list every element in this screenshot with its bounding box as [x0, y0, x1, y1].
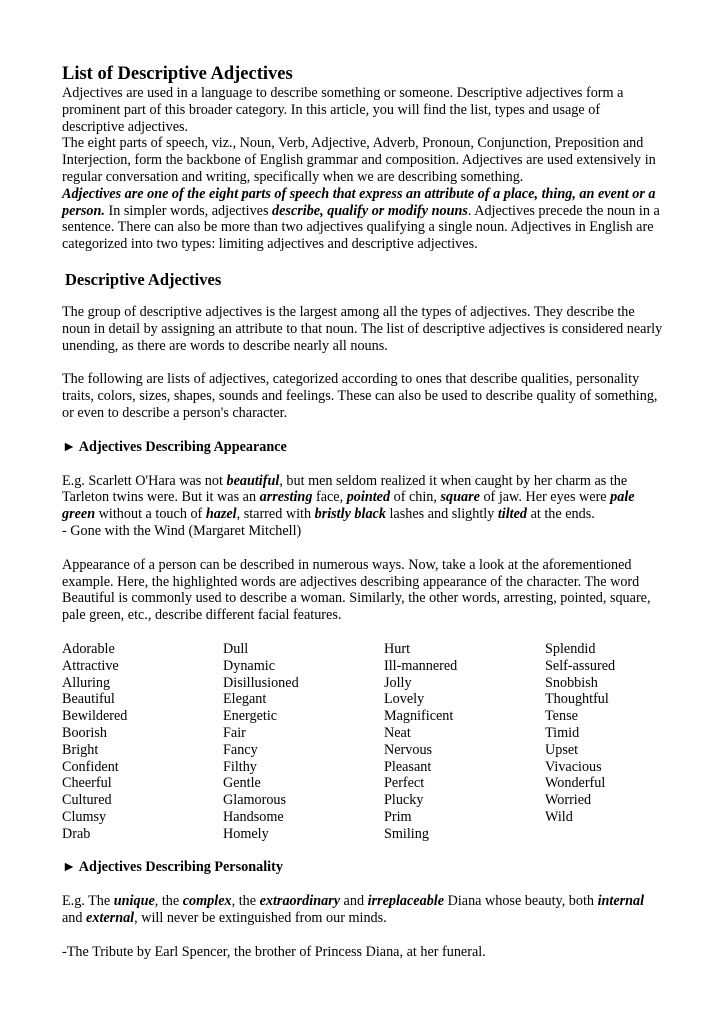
intro-text: In simpler words, adjectives [104, 202, 273, 219]
definition-emphasis: Adjectives are one of the eight parts of speech that express an attribute of a place, thing, an event or a person. [62, 185, 656, 219]
highlighted-adjective: tilted [497, 506, 528, 523]
highlighted-adjective: pointed [346, 489, 391, 506]
adjective-word: Jolly [384, 674, 412, 691]
adjective-word: Worried [545, 792, 592, 809]
highlighted-adjective: hazel [205, 506, 237, 523]
appearance-heading: ► Adjectives Describing Appearance [62, 438, 287, 455]
adjective-word: Elegant [223, 691, 267, 708]
adjective-word: Vivacious [545, 758, 602, 775]
adjective-word: Gentle [223, 775, 261, 792]
section-heading: Descriptive Adjectives [65, 269, 222, 289]
adjective-word: Neat [384, 724, 411, 741]
adjective-word: Wild [545, 808, 573, 825]
adjective-word: Thoughtful [545, 691, 609, 708]
appearance-example [62, 473, 663, 523]
section-paragraph-1: The group of descriptive adjectives is the largest among all the types of adjectives. They describe the noun in detail by assigning an attribute to that noun. The list of descriptive adjectives is considered nearly unending, as there are words to describe nearly all nouns. [62, 303, 663, 354]
adjective-word: Alluring [62, 674, 111, 691]
highlighted-adjective: bristly black [314, 506, 386, 523]
highlighted-adjective: extraordinary [259, 893, 340, 910]
example-text: E.g. Scarlett O'Hara was not [62, 472, 227, 489]
adjective-word: Smiling [384, 825, 429, 842]
page-title: List of Descriptive Adjectives [62, 64, 293, 84]
highlighted-adjective: unique [113, 893, 155, 910]
example-text: , starred with [236, 506, 315, 523]
adjective-word: Cultured [62, 792, 112, 809]
adjective-word: Boorish [62, 724, 107, 741]
appearance-explanation: Appearance of a person can be described in numerous ways. Now, take a look at the aforementioned example. Here, the highlighted words are adjectives describing appearance of the character. The word Beautiful is commonly used to describe a woman. Similarly, the other words, arresting, pointed, square, pale green, etc., describe different facial features. [62, 556, 651, 624]
highlighted-adjective: arresting [259, 489, 313, 506]
definition-emphasis-2: describe, qualify or modify nouns [272, 202, 468, 219]
adjective-word: Attractive [62, 657, 119, 674]
example-text: Diana whose beauty, both [444, 893, 598, 910]
word-column-4 [545, 641, 665, 843]
adjective-word: Beautiful [62, 691, 115, 708]
adjective-word: Timid [545, 724, 580, 741]
adjective-word: Cheerful [62, 775, 112, 792]
highlighted-adjective: internal [597, 893, 645, 910]
adjective-word: Upset [545, 741, 579, 758]
example-text: and [340, 893, 368, 910]
adjective-word: Tense [545, 708, 578, 725]
section-paragraph-2: The following are lists of adjectives, categorized according to ones that describe qualities, personality traits, colors, sizes, shapes, sounds and feelings. These can also be used to describe quality of something, or even to describe a person's character. [62, 371, 658, 421]
example-text: , the [154, 893, 183, 910]
adjective-word: Lovely [384, 691, 425, 708]
personality-source: -The Tribute by Earl Spencer, the brother of Princess Diana, at her funeral. [62, 943, 486, 960]
adjective-word: Pleasant [384, 758, 432, 775]
example-text: , but men seldom realized it when caught by her charm as the Tarleton twins were. But it was an [62, 472, 628, 506]
word-column-2 [223, 641, 384, 843]
personality-heading: ► Adjectives Describing Personality [62, 859, 283, 876]
adjective-word: Glamorous [223, 792, 287, 809]
adjective-word: Nervous [384, 741, 433, 758]
adjective-word: Hurt [384, 640, 411, 657]
adjective-word: Wonderful [545, 775, 606, 792]
example-text: of jaw. Her eyes were [479, 489, 611, 506]
adjective-word: Perfect [384, 775, 425, 792]
highlighted-adjective: complex [182, 893, 232, 910]
example-text: at the ends. [527, 506, 595, 523]
adjective-word: Filthy [223, 758, 257, 775]
adjective-word: Confident [62, 758, 119, 775]
example-text: of chin, [390, 489, 441, 506]
example-text: and [62, 910, 87, 927]
adjective-word: Drab [62, 825, 91, 842]
adjective-word: Dull [223, 640, 249, 657]
intro-text-2: . Adjectives precede the noun in a sentence. There can also be more than two adjectives qualifying a single noun. Adjectives in English are categorized into two types: limiting adjectives and descriptive adjectives. [62, 202, 660, 253]
intro-paragraph-2: The eight parts of speech, viz., Noun, Verb, Adjective, Adverb, Pronoun, Conjunction, Preposition and Interjection, form the backbone of English grammar and composition. Adjectives are used extensively in regular conversation and writing, specifically when we are describing something. [62, 135, 656, 185]
adjective-word: Energetic [223, 708, 278, 725]
adjective-word: Disillusioned [223, 674, 299, 691]
highlighted-adjective: external [86, 910, 135, 927]
adjective-word: Fair [223, 724, 246, 741]
highlighted-adjective: beautiful [226, 472, 280, 489]
adjective-word: Handsome [223, 808, 284, 825]
adjective-word: Ill-mannered [384, 657, 458, 674]
intro-paragraph-3 [62, 186, 663, 253]
personality-example [62, 893, 663, 927]
adjective-word: Prim [384, 808, 412, 825]
example-text: E.g. The [62, 893, 114, 910]
highlighted-adjective: irreplaceable [367, 893, 445, 910]
word-column-3 [384, 641, 545, 843]
adjective-word: Homely [223, 825, 269, 842]
adjective-word: Bright [62, 741, 99, 758]
example-text: without a touch of [95, 506, 206, 523]
example-text: lashes and slightly [385, 506, 498, 523]
highlighted-adjective: pale green [62, 489, 635, 523]
adjective-word: Fancy [223, 741, 258, 758]
intro-paragraph-1: Adjectives are used in a language to describe something or someone. Descriptive adjectives form a prominent part of this broader category. In this article, you will find the list, types and usage of descriptive adjectives. [62, 85, 624, 135]
example-text: face, [312, 489, 347, 506]
adjective-word: Adorable [62, 640, 115, 657]
word-column-1 [62, 641, 223, 843]
adjective-word: Snobbish [545, 674, 598, 691]
appearance-source: - Gone with the Wind (Margaret Mitchell) [62, 522, 302, 539]
adjective-word-grid [62, 641, 663, 843]
highlighted-adjective: square [440, 489, 480, 506]
adjective-word: Plucky [384, 792, 424, 809]
adjective-word: Clumsy [62, 808, 107, 825]
adjective-word: Magnificent [384, 708, 454, 725]
example-text: , the [231, 893, 260, 910]
adjective-word: Splendid [545, 640, 596, 657]
example-text: , will never be extinguished from our minds. [134, 910, 387, 927]
adjective-word: Self-assured [545, 657, 616, 674]
adjective-word: Bewildered [62, 708, 128, 725]
adjective-word: Dynamic [223, 657, 276, 674]
